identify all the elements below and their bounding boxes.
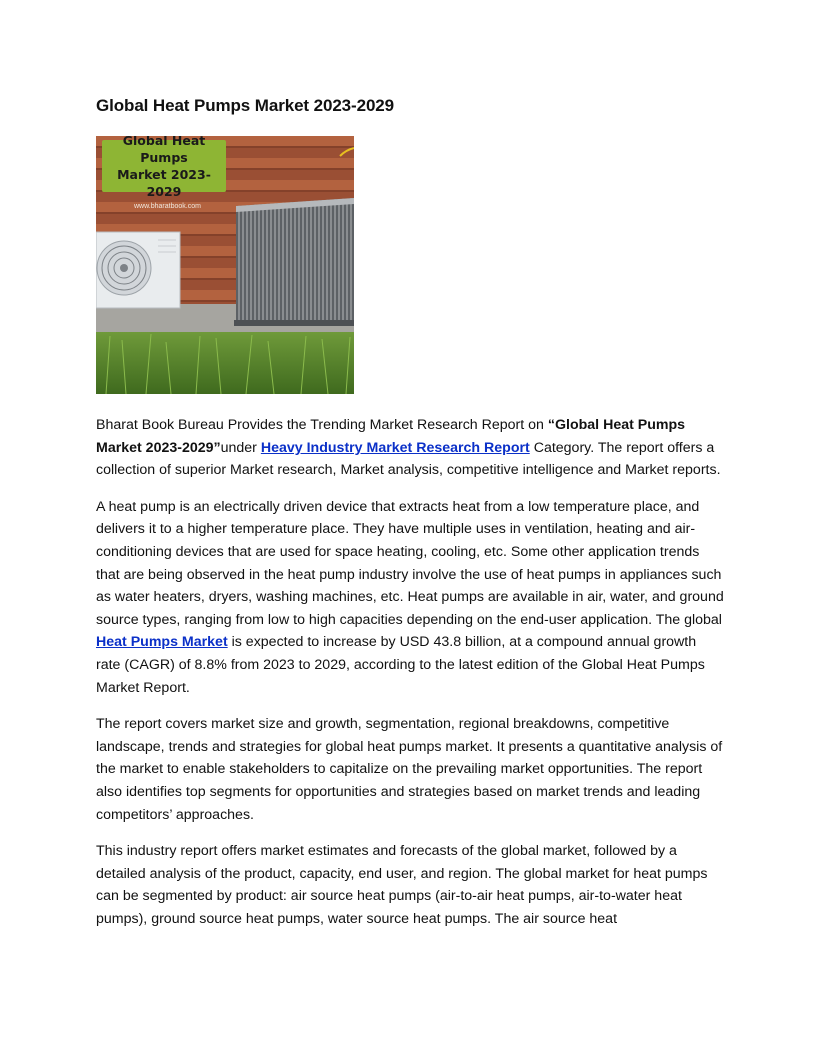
definition-after-text: is expected to increase by USD 43.8 billion, at a compound annual growth rate (CAGR) of 8.8% from 2023 to 2029, according to the latest edition of the Global Heat Pumps Market Report.	[96, 634, 705, 696]
category-link[interactable]: Heavy Industry Market Research Report	[260, 439, 530, 456]
hero-image	[96, 136, 354, 394]
intro-after-text: Category. The report offers a collection of superior Market research, Market analysis, competitive intelligence and Market reports.	[96, 439, 721, 479]
page-title: Global Heat Pumps Market 2023-2029	[96, 96, 395, 115]
segmentation-paragraph: This industry report offers market estimates and forecasts of the global market, followed by a detailed analysis of the product, capacity, end user, and region. The global market for heat pumps can be segmented by product: air source heat pumps (air-to-air heat pumps, air-to-water heat pumps), ground source heat pumps, water source heat pumps. The air source heat	[96, 843, 708, 927]
hero-badge	[102, 136, 226, 199]
heat-pump-definition-paragraph	[96, 496, 724, 699]
intro-text: Bharat Book Bureau Provides the Trending Market Research Report on	[96, 417, 548, 433]
article-body	[96, 414, 724, 944]
hero-badge-line2: Market 2023-2029	[117, 167, 211, 199]
hero-badge-line1: Global Heat Pumps	[122, 136, 206, 165]
intro-under-text: under	[220, 439, 261, 456]
intro-paragraph	[96, 414, 724, 482]
report-title-bold: “Global Heat Pumps Market 2023-2029”	[96, 417, 686, 456]
heat-pumps-market-link[interactable]: Heat Pumps Market	[96, 634, 228, 651]
definition-text: A heat pump is an electrically driven device that extracts heat from a low temperature place, and delivers it to a higher temperature place. They have multiple uses in ventilation, heating and air-conditioning devices that are used for space heating, cooling, etc. Some other application trends that are being observed in the heat pump industry involve the use of heat pumps in appliances such as water heaters, dryers, washing machines, etc. Heat pumps are available in air, water, and ground source types, ranging from low to high capacities depending on the end-user application. The global	[96, 498, 724, 628]
report-coverage-paragraph: The report covers market size and growth, segmentation, regional breakdowns, competitive landscape, trends and strategies for global heat pumps market. It presents a quantitative analysis of the market to enable stakeholders to capitalize on the prevailing market opportunities. The report also identifies top segments for opportunities and strategies based on market trends and leading competitors’ approaches.	[96, 716, 723, 823]
hero-url: www.bharatbook.com	[134, 203, 201, 210]
